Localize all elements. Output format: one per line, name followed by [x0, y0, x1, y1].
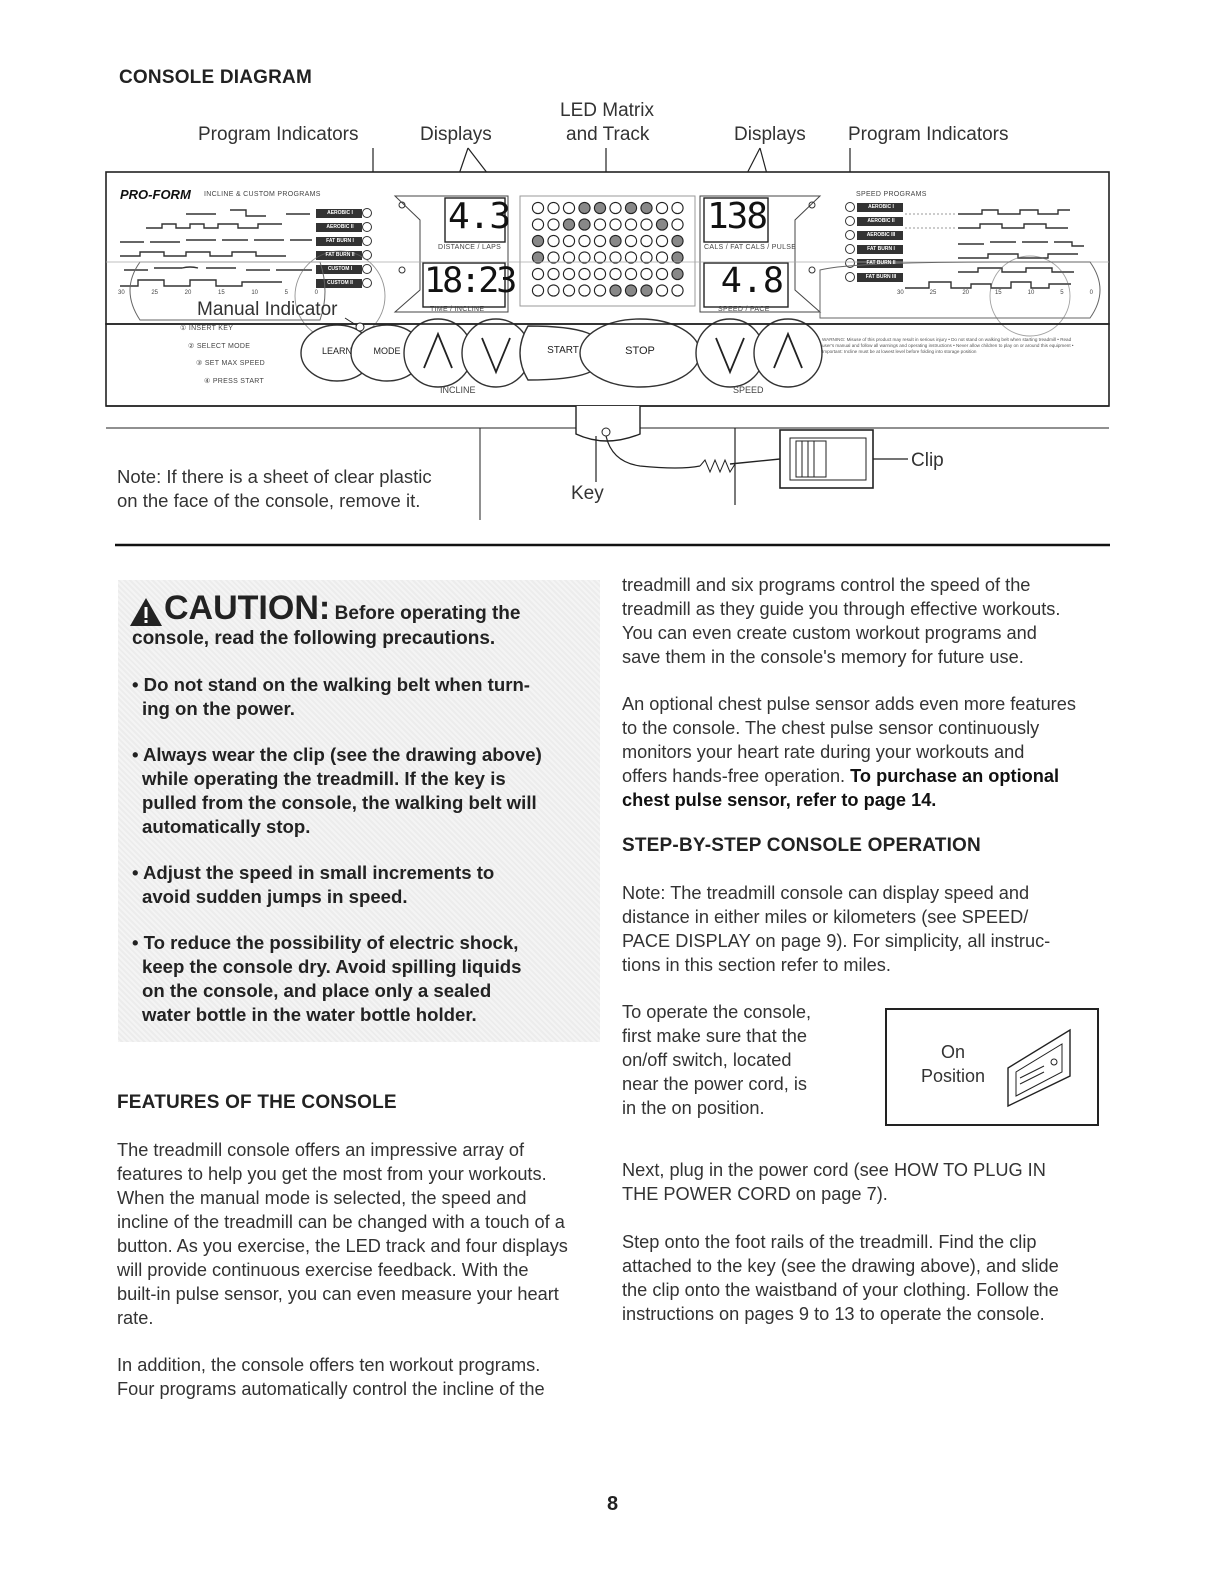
led-dot: [641, 268, 652, 279]
label-program-indicators-right: Program Indicators: [848, 124, 1009, 145]
caution-bullet: [132, 743, 592, 839]
caution-bullet-line: • To reduce the possibility of electric shock,: [132, 932, 519, 953]
step-select-mode: ② SELECT MODE: [188, 343, 251, 350]
caution-subtitle: console, read the following precautions.: [132, 628, 496, 649]
time-scale-tick: 30: [897, 290, 904, 296]
right-paragraph-1: [622, 573, 1112, 669]
paragraph-line: distance in either miles or kilometers (see SPEED/: [622, 907, 1029, 927]
paragraph-line: You can even create custom workout programs and: [622, 623, 1037, 643]
caution-bullet: [132, 673, 592, 721]
led-dot: [641, 285, 652, 296]
paragraph-line: monitors your heart rate during your workouts and: [622, 742, 1025, 762]
paragraph-line: first make sure that the: [622, 1026, 807, 1046]
led-dot: [672, 252, 683, 263]
time-scale-tick: 25: [151, 290, 159, 296]
paragraph-line: When the manual mode is selected, the speed and: [117, 1188, 527, 1208]
led-dot: [656, 252, 667, 263]
led-dot: [641, 202, 652, 213]
on-position-label: On Position: [920, 1042, 986, 1086]
led-dot: [579, 268, 590, 279]
step-by-step-heading: STEP-BY-STEP CONSOLE OPERATION: [622, 835, 981, 856]
paragraph-line: Note: The treadmill console can display speed and: [622, 883, 1030, 903]
led-dot: [625, 285, 636, 296]
time-scale-tick: 15: [217, 290, 225, 296]
paragraph-line: button. As you exercise, the LED track and four displays: [117, 1236, 568, 1256]
time-scale-tick: 15: [994, 290, 1002, 296]
led-dot: [579, 285, 590, 296]
time-scale-tick: 5: [1060, 290, 1064, 296]
caution-bullets: [132, 673, 592, 1049]
paragraph-line: incline of the treadmill can be changed with a touch of a: [117, 1212, 565, 1232]
distance-display: 4.3: [448, 196, 511, 237]
caution-bullet-line: • Always wear the clip (see the drawing above): [132, 744, 542, 765]
paragraph-line: To operate the console,: [622, 1002, 812, 1022]
brand-logo: PRO-FORM: [120, 187, 191, 202]
warning-label: WARNING: Misuse of this product may result in serious injury • Do not stand on walking belt when starting treadmill • Read user's manual and follow all warnings and operating instructions • Never allow children to play on or around this equipment • Important: Incline must be at lowest level before folding into storage position: [822, 337, 1074, 354]
paragraph-line: features to help you get the most from your workouts.: [117, 1164, 547, 1184]
program-label[interactable]: FAT BURN II: [325, 252, 355, 258]
on-off-switch-icon: [1004, 1026, 1076, 1108]
led-dot: [532, 268, 543, 279]
led-dot: [656, 285, 667, 296]
paragraph-line: instructions on pages 9 to 13 to operate the console.: [622, 1304, 1045, 1324]
left-time-scale: [118, 290, 318, 296]
led-dot: [625, 202, 636, 213]
caution-bullet: [132, 931, 592, 1027]
step-insert-key: ① INSERT KEY: [180, 325, 234, 332]
led-dot: [579, 202, 590, 213]
led-dot: [672, 285, 683, 296]
caution-bullet-line: on the console, and place only a sealed: [142, 980, 492, 1001]
time-scale-tick: 30: [118, 290, 125, 296]
incline-label: INCLINE: [440, 385, 476, 395]
paragraph-line: THE POWER CORD on page 7).: [622, 1184, 888, 1204]
step-onto-paragraph: [622, 1230, 1112, 1326]
caution-bullet-line: ing on the power.: [142, 698, 295, 719]
program-label[interactable]: FAT BURN II: [866, 260, 896, 266]
led-dot: [594, 219, 605, 230]
program-label[interactable]: AEROBIC II: [867, 218, 895, 224]
paragraph-line: Step onto the foot rails of the treadmill. Find the clip: [622, 1232, 1037, 1252]
speed-programs-label: SPEED PROGRAMS: [856, 191, 927, 198]
led-dot: [594, 285, 605, 296]
led-dot: [548, 285, 559, 296]
led-dot: [563, 252, 574, 263]
paragraph-line: tions in this section refer to miles.: [622, 955, 891, 975]
time-scale-tick: 0: [314, 290, 318, 296]
program-label[interactable]: FAT BURN III: [865, 274, 897, 280]
operate-paragraph: [622, 1000, 872, 1120]
features-paragraph-2: [117, 1353, 607, 1401]
page-number: 8: [606, 1493, 619, 1515]
label-program-indicators-left: Program Indicators: [198, 124, 359, 145]
incline-down-button[interactable]: [466, 322, 528, 384]
time-scale-tick: 0: [1089, 290, 1093, 296]
manual-indicator-label: Manual Indicator: [197, 299, 338, 320]
paragraph-line: treadmill and six programs control the speed of the: [622, 575, 1031, 595]
led-dot: [641, 219, 652, 230]
program-label[interactable]: FAT BURN I: [326, 238, 354, 244]
caution-bullet-line: pulled from the console, the walking belt will: [142, 792, 537, 813]
program-label[interactable]: FAT BURN I: [867, 246, 895, 252]
paragraph-line: Four programs automatically control the incline of the: [117, 1379, 545, 1399]
paragraph-line: An optional chest pulse sensor adds even more features: [622, 694, 1076, 714]
plastic-note: Note: If there is a sheet of clear plastic on the face of the console, remove it.: [117, 466, 432, 511]
led-dot: [594, 252, 605, 263]
led-dot: [610, 285, 621, 296]
caution-bullet-line: • Adjust the speed in small increments to: [132, 862, 495, 883]
led-dot: [594, 268, 605, 279]
led-dot: [641, 235, 652, 246]
led-dot: [656, 235, 667, 246]
led-dot: [579, 219, 590, 230]
led-dot: [548, 252, 559, 263]
right-time-scale: [897, 290, 1093, 296]
led-dot: [563, 268, 574, 279]
led-dot: [563, 202, 574, 213]
led-dot: [656, 268, 667, 279]
speed-down-button[interactable]: [700, 322, 762, 384]
led-dot: [532, 285, 543, 296]
right-paragraph-2: [622, 692, 1112, 812]
led-dot: [548, 219, 559, 230]
led-dot: [563, 235, 574, 246]
paragraph-line: near the power cord, is: [622, 1074, 808, 1094]
led-dot: [610, 219, 621, 230]
key-label: Key: [571, 483, 604, 504]
led-dot: [625, 235, 636, 246]
led-dot: [532, 235, 543, 246]
led-dot: [610, 252, 621, 263]
calories-display: 138: [706, 196, 766, 237]
label-displays-right: Displays: [734, 124, 806, 145]
clip-label: Clip: [911, 450, 944, 471]
time-scale-tick: 20: [184, 290, 192, 296]
program-label[interactable]: CUSTOM II: [327, 280, 353, 286]
led-dot: [532, 202, 543, 213]
led-dot: [579, 252, 590, 263]
paragraph-line: Next, plug in the power cord (see HOW TO PLUG IN: [622, 1160, 1046, 1180]
caution-bullet-line: avoid sudden jumps in speed.: [142, 886, 408, 907]
time-scale-tick: 10: [251, 290, 258, 296]
led-dot: [672, 219, 683, 230]
time-caption: TIME / INCLINE: [430, 306, 485, 313]
led-dot: [625, 219, 636, 230]
caution-bullet: [132, 861, 592, 909]
led-dot: [532, 219, 543, 230]
start-button[interactable]: START: [547, 345, 579, 356]
led-dot: [563, 285, 574, 296]
led-dot: [548, 202, 559, 213]
led-dot: [641, 252, 652, 263]
incline-up-button[interactable]: [408, 322, 470, 384]
time-scale-tick: 10: [1027, 290, 1035, 296]
incline-programs-label: INCLINE & CUSTOM PROGRAMS: [204, 191, 321, 198]
paragraph-line: on/off switch, located: [622, 1050, 792, 1070]
led-dot: [563, 219, 574, 230]
step-set-max-speed: ③ SET MAX SPEED: [196, 360, 266, 367]
led-dot: [625, 252, 636, 263]
led-dot: [610, 235, 621, 246]
caution-bullet-line: water bottle in the water bottle holder.: [142, 1004, 477, 1025]
program-label[interactable]: AEROBIC II: [326, 224, 354, 230]
paragraph-line: The treadmill console offers an impressive array of: [117, 1140, 525, 1160]
paragraph-line: offers hands-free operation. To purchase an optional: [622, 766, 1060, 786]
paragraph-line: will provide continuous exercise feedback. With the: [117, 1260, 529, 1280]
mode-button[interactable]: MODE: [373, 346, 401, 356]
paragraph-line: PACE DISPLAY on page 9). For simplicity, all instruc-: [622, 931, 1051, 951]
miles-note: [622, 881, 1112, 977]
speed-up-button[interactable]: [758, 322, 820, 384]
led-dot: [625, 268, 636, 279]
distance-caption: DISTANCE / LAPS: [438, 244, 502, 251]
warning-triangle-icon: [128, 596, 164, 628]
calories-caption: CALS / FAT CALS / PULSE: [704, 244, 797, 251]
paragraph-line: rate.: [117, 1308, 154, 1328]
paragraph-line: treadmill as they guide you through effective workouts.: [622, 599, 1061, 619]
speed-display: 4.8: [720, 261, 784, 301]
label-displays-left: Displays: [420, 124, 492, 145]
paragraph-line: save them in the console's memory for future use.: [622, 647, 1024, 667]
led-dot: [656, 202, 667, 213]
paragraph-line: in the on position.: [622, 1098, 765, 1118]
paragraph-line: built-in pulse sensor, you can even measure your heart: [117, 1284, 559, 1304]
program-label[interactable]: AEROBIC I: [327, 210, 353, 216]
led-dot: [672, 235, 683, 246]
paragraph-line: attached to the key (see the drawing above), and slide: [622, 1256, 1059, 1276]
program-label[interactable]: AEROBIC I: [868, 204, 894, 210]
caution-bullet-line: keep the console dry. Avoid spilling liquids: [142, 956, 522, 977]
plug-paragraph: [622, 1158, 1112, 1206]
time-scale-tick: 25: [929, 290, 937, 296]
led-dot: [610, 202, 621, 213]
speed-label: SPEED: [733, 385, 764, 395]
led-dot: [548, 235, 559, 246]
caution-bullet-line: while operating the treadmill. If the key is: [142, 768, 506, 789]
features-paragraph-1: [117, 1138, 607, 1330]
caution-bullet-line: automatically stop.: [142, 816, 311, 837]
section-title: CONSOLE DIAGRAM: [119, 67, 312, 88]
paragraph-line: In addition, the console offers ten workout programs.: [117, 1355, 541, 1375]
time-scale-tick: 5: [284, 290, 288, 296]
label-led-matrix: LED Matrix: [560, 100, 654, 121]
led-dot: [532, 252, 543, 263]
led-dot: [594, 202, 605, 213]
stop-button[interactable]: STOP: [625, 345, 655, 357]
led-dot: [656, 219, 667, 230]
paragraph-line-bold: chest pulse sensor, refer to page 14.: [622, 790, 937, 810]
label-led-track: and Track: [566, 124, 650, 145]
led-dot: [672, 202, 683, 213]
led-dot: [548, 268, 559, 279]
program-label[interactable]: AEROBIC III: [866, 232, 896, 238]
paragraph-line: the clip onto the waistband of your clothing. Follow the: [622, 1280, 1059, 1300]
features-heading: FEATURES OF THE CONSOLE: [117, 1092, 397, 1113]
learn-button[interactable]: LEARN: [321, 346, 352, 356]
led-dot: [672, 268, 683, 279]
led-dot: [594, 235, 605, 246]
caution-bullet-line: • Do not stand on the walking belt when turn-: [132, 674, 530, 695]
step-press-start: ④ PRESS START: [204, 378, 265, 385]
time-scale-tick: 20: [962, 290, 969, 296]
led-dot: [579, 235, 590, 246]
led-dot: [610, 268, 621, 279]
program-label[interactable]: CUSTOM I: [327, 266, 353, 272]
time-display: 18:23: [424, 261, 515, 301]
paragraph-line: to the console. The chest pulse sensor continuously: [622, 718, 1040, 738]
caution-heading: CAUTION: Before operating the: [164, 589, 521, 627]
speed-caption: SPEED / PACE: [718, 306, 770, 313]
